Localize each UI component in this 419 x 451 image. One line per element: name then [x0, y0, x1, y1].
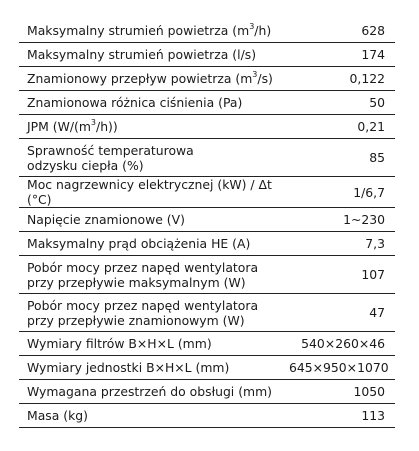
spec-label: Znamionowa różnica ciśnienia (Pa) [19, 91, 289, 115]
spec-value: 7,3 [289, 232, 395, 256]
spec-label: Maksymalny strumień powietrza $(m^3/h)$ [19, 19, 289, 43]
spec-value: 85 [289, 139, 395, 177]
spec-label: Znamionowy przepływ powietrza $(m^3/s)$ [19, 67, 289, 91]
spec-value: 47 [289, 294, 395, 332]
spec-label: Masa (kg) [19, 404, 289, 428]
spec-label: Moc nagrzewnicy elektrycznej (kW) / Δt (°C) [19, 177, 289, 208]
spec-row-nominal-pressure [19, 91, 395, 115]
spec-row-max-airflow-m3h [19, 19, 395, 43]
spec-value: 50 [289, 91, 395, 115]
spec-label: Napięcie znamionowe (V) [19, 208, 289, 232]
spec-row-nominal-voltage [19, 208, 395, 232]
spec-row-jpm [19, 115, 395, 139]
spec-value: 628 [289, 19, 395, 43]
spec-value: 1~230 [289, 208, 395, 232]
spec-label: JPM $(W/(m^3/h))$ [19, 115, 289, 139]
spec-row-heater-power [19, 177, 395, 208]
spec-table-body [19, 19, 395, 428]
spec-value: 174 [289, 43, 395, 67]
spec-row-nominal-airflow [19, 67, 395, 91]
spec-label: Sprawność temperaturowa odzysku ciepła (%) [19, 139, 289, 177]
spec-value: 113 [289, 404, 395, 428]
spec-label: Pobór mocy przez napęd wentylatora przy przepływie maksymalnym (W) [19, 256, 289, 294]
spec-value: 645×950×1070 [289, 356, 395, 380]
spec-row-max-current [19, 232, 395, 256]
spec-value: 0,122 [289, 67, 395, 91]
spec-row-fan-power-max [19, 256, 395, 294]
spec-label: Wymagana przestrzeń do obsługi (mm) [19, 380, 289, 404]
spec-row-unit-dimensions [19, 356, 395, 380]
specification-table [19, 19, 395, 428]
spec-value: 540×260×46 [289, 332, 395, 356]
spec-value: 107 [289, 256, 395, 294]
spec-label: Wymiary jednostki B×H×L (mm) [19, 356, 289, 380]
spec-value: 1050 [289, 380, 395, 404]
spec-label: Maksymalny prąd obciążenia HE (A) [19, 232, 289, 256]
spec-label: Maksymalny strumień powietrza (l/s) [19, 43, 289, 67]
spec-label: Wymiary filtrów B×H×L (mm) [19, 332, 289, 356]
spec-row-fan-power-nominal [19, 294, 395, 332]
spec-row-mass [19, 404, 395, 428]
spec-row-max-airflow-ls [19, 43, 395, 67]
spec-row-filter-dimensions [19, 332, 395, 356]
spec-value: 1/6,7 [289, 177, 395, 208]
spec-value: 0,21 [289, 115, 395, 139]
spec-label: Pobór mocy przez napęd wentylatora przy przepływie znamionowym (W) [19, 294, 289, 332]
spec-row-service-space [19, 380, 395, 404]
spec-row-heat-recovery [19, 139, 395, 177]
